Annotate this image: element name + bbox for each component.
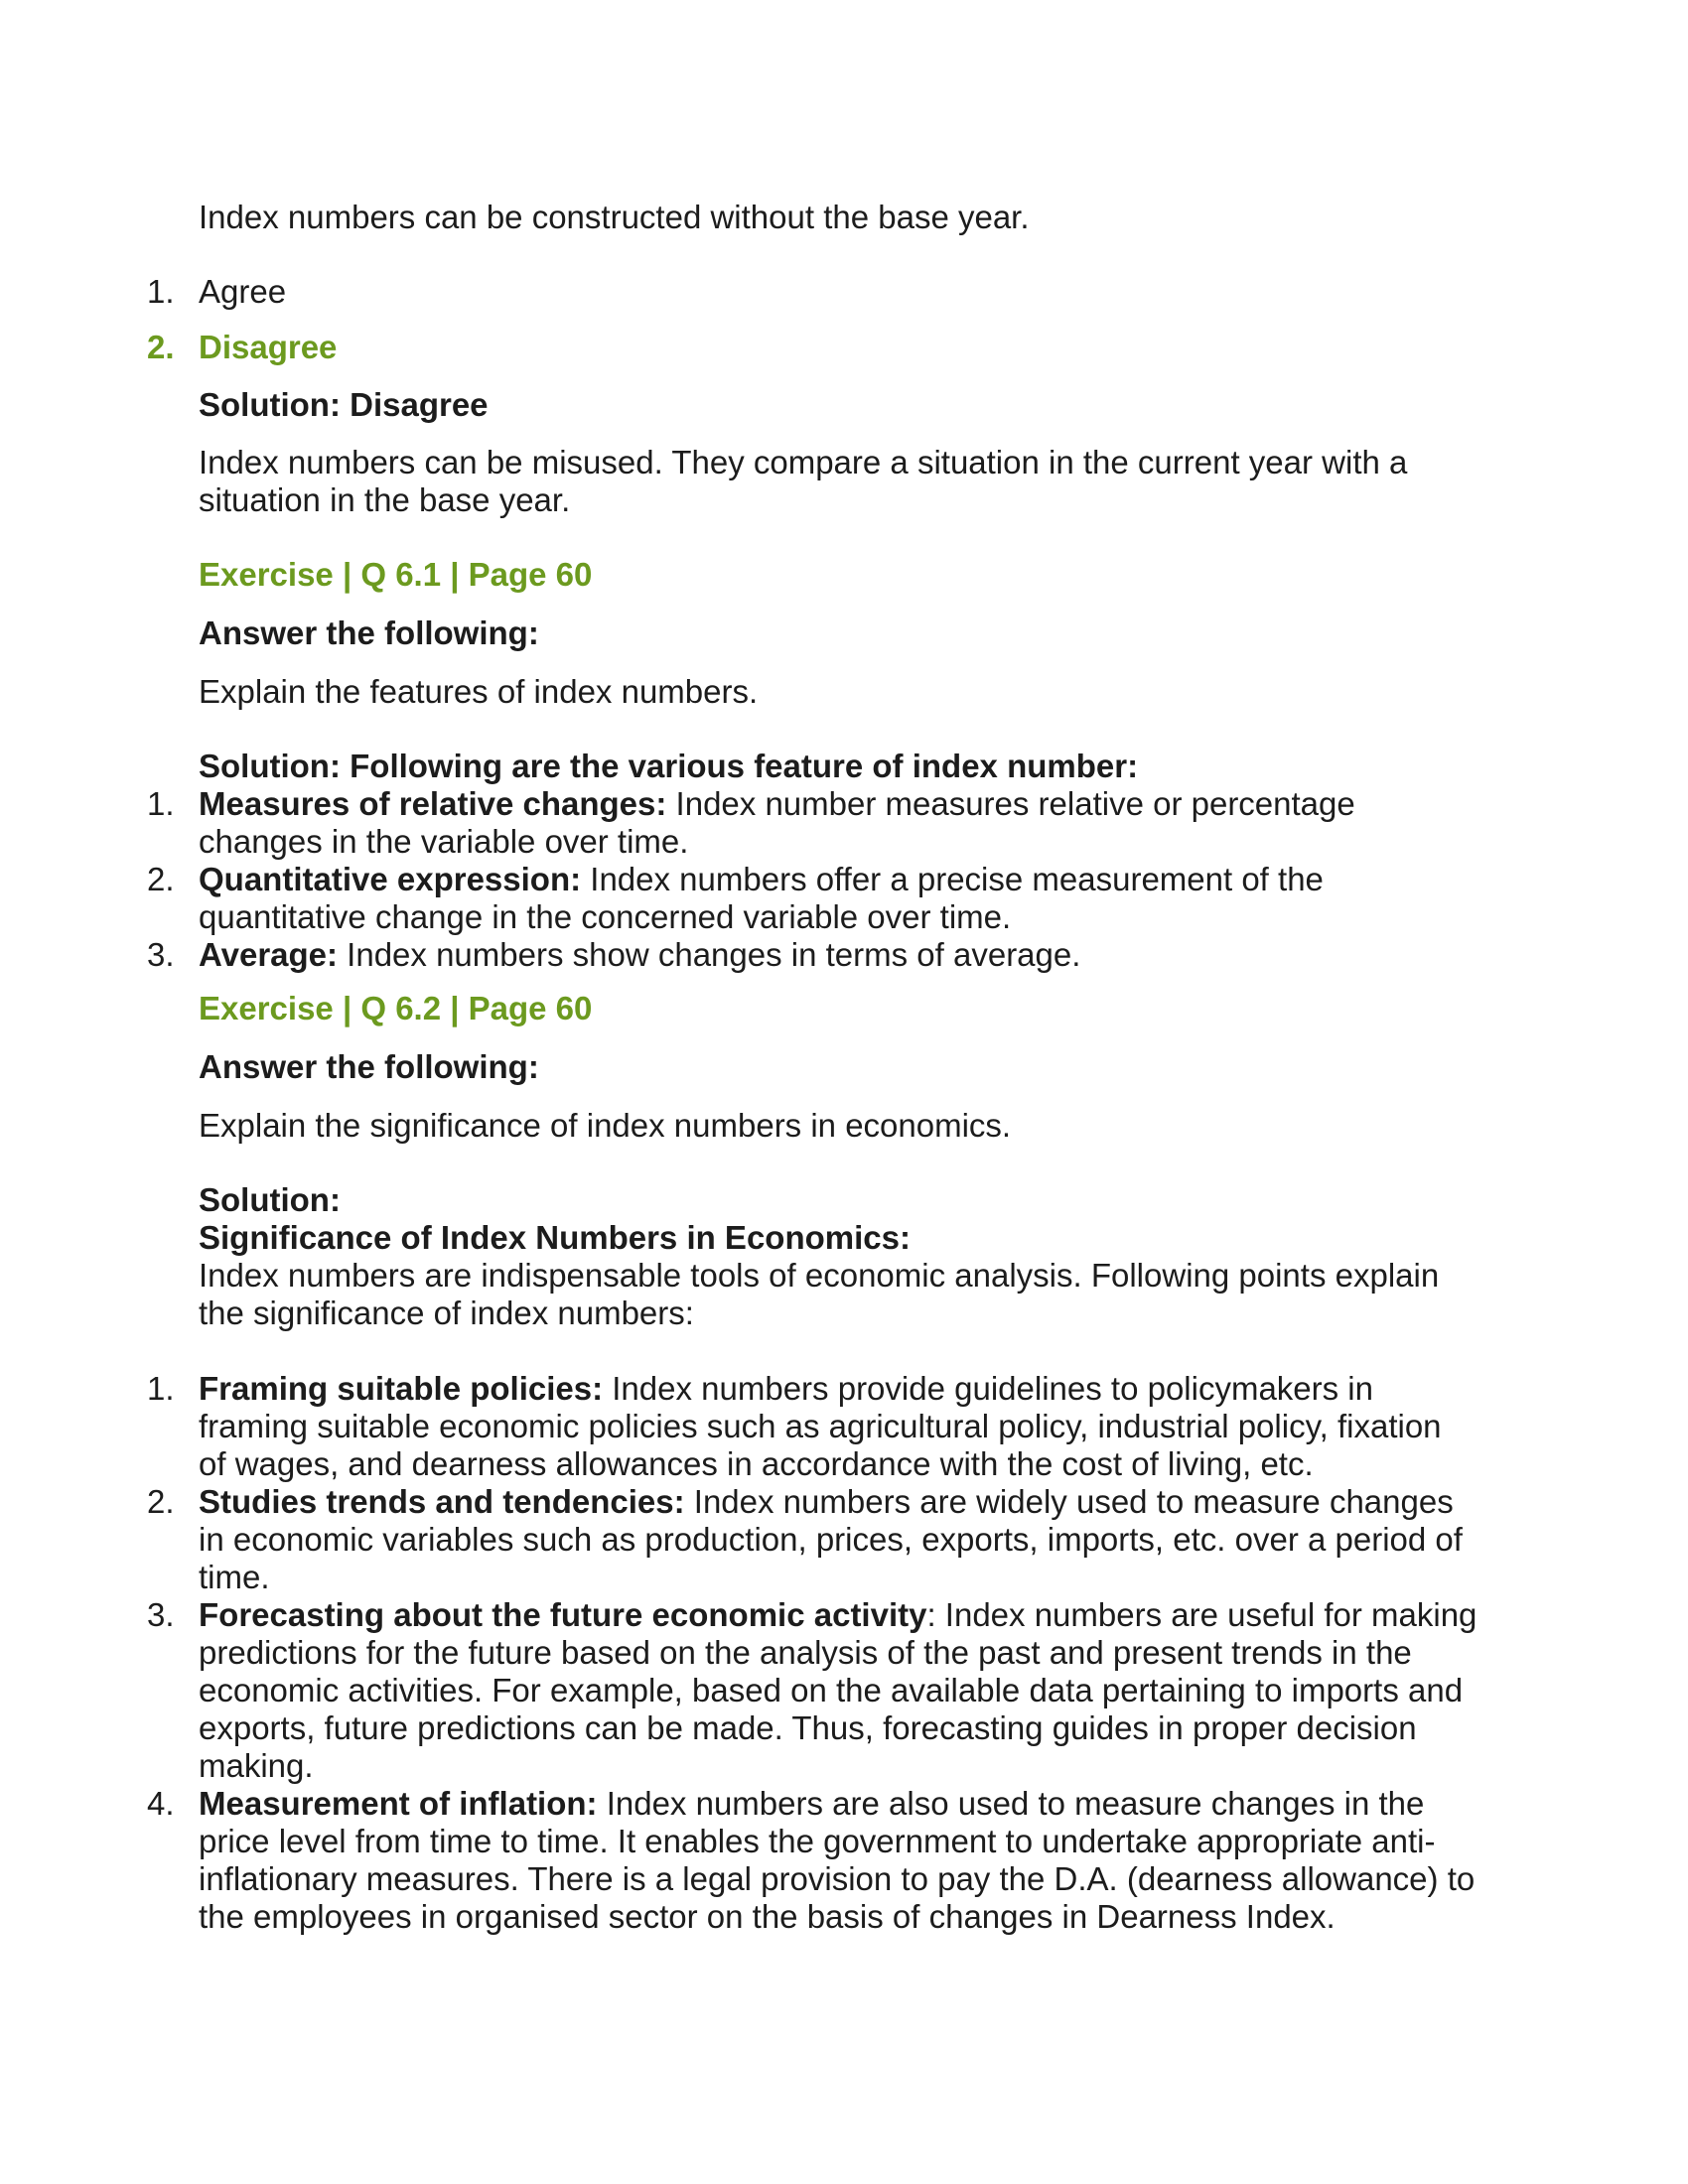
item-body bbox=[199, 936, 1517, 974]
item-body bbox=[199, 785, 1378, 861]
item-text: Index numbers are also used to measure changes in the price level from time to time. It enables the government to undertake appropriate anti-inflationary measures. There is a legal provision to pay the D.A. (dearness allowance) to the employees in organised sector on the basis of changes in Dearness Index. bbox=[199, 1785, 1476, 1935]
option-agree bbox=[147, 273, 1517, 311]
item-term: Framing suitable policies: bbox=[199, 1370, 604, 1407]
item-body bbox=[199, 1370, 1468, 1483]
option-label: Disagree bbox=[199, 329, 338, 365]
item-number: 3. bbox=[147, 936, 175, 973]
item-text: Index numbers offer a precise measurement of the quantitative change in the concerned variable over time. bbox=[199, 861, 1324, 935]
list-item bbox=[147, 1370, 1468, 1483]
item-text: Index number measures relative or percentage changes in the variable over time. bbox=[199, 785, 1355, 860]
option-number: 2. bbox=[147, 329, 175, 365]
list-item bbox=[147, 1785, 1477, 1936]
item-text: : Index numbers are useful for making predictions for the future based on the analysis of the past and present trends in the economic activities. For example, based on the available data pertaining to imports and exports, future predictions can be made. Thus, forecasting guides in proper decision making. bbox=[199, 1596, 1477, 1784]
list-item bbox=[147, 861, 1378, 936]
list-item bbox=[147, 1596, 1477, 1785]
question-text: Explain the significance of index numbers in economics. bbox=[199, 1107, 1012, 1144]
list-item bbox=[147, 936, 1517, 974]
instruction-text: Answer the following: bbox=[199, 614, 539, 651]
exercise-reference: Exercise | Q 6.1 | Page 60 bbox=[199, 556, 593, 593]
item-term: Forecasting about the future economic activity bbox=[199, 1596, 927, 1633]
item-term: Average: bbox=[199, 936, 339, 973]
item-term: Measures of relative changes: bbox=[199, 785, 667, 822]
item-body bbox=[199, 1596, 1477, 1785]
item-body bbox=[199, 1785, 1477, 1936]
option-label: Agree bbox=[199, 273, 287, 310]
item-number: 2. bbox=[147, 1483, 175, 1520]
list-item bbox=[147, 1483, 1468, 1596]
item-number: 3. bbox=[147, 1596, 175, 1633]
solution-text: Index numbers can be misused. They compare a situation in the current year with a situation in the base year. bbox=[199, 444, 1408, 518]
question-text: Explain the features of index numbers. bbox=[199, 673, 759, 710]
sub-heading: Significance of Index Numbers in Economics: bbox=[199, 1219, 911, 1256]
instruction-text: Answer the following: bbox=[199, 1048, 539, 1085]
option-disagree bbox=[147, 329, 1517, 366]
option-number: 1. bbox=[147, 273, 175, 310]
item-number: 4. bbox=[147, 1785, 175, 1822]
item-text: Index numbers provide guidelines to policymakers in framing suitable economic policies such as agricultural policy, industrial policy, fixation of wages, and dearness allowances in accordance with the cost of living, etc. bbox=[199, 1370, 1442, 1482]
solution-heading: Solution: bbox=[199, 1181, 341, 1218]
question-text: Index numbers can be constructed without the base year. bbox=[199, 199, 1030, 235]
item-number: 2. bbox=[147, 861, 175, 897]
item-body bbox=[199, 861, 1378, 936]
solution-heading: Solution: Following are the various feature of index number: bbox=[199, 748, 1139, 784]
solution-heading: Solution: Disagree bbox=[199, 386, 489, 423]
exercise-reference: Exercise | Q 6.2 | Page 60 bbox=[199, 990, 593, 1026]
item-term: Studies trends and tendencies: bbox=[199, 1483, 685, 1520]
item-body bbox=[199, 1483, 1468, 1596]
item-text: Index numbers show changes in terms of average. bbox=[338, 936, 1081, 973]
item-number: 1. bbox=[147, 1370, 175, 1407]
item-term: Quantitative expression: bbox=[199, 861, 582, 897]
item-term: Measurement of inflation: bbox=[199, 1785, 598, 1822]
list-item bbox=[147, 785, 1378, 861]
item-text: Index numbers are widely used to measure changes in economic variables such as production, prices, exports, imports, etc. over a period of time. bbox=[199, 1483, 1463, 1595]
intro-text: Index numbers are indispensable tools of economic analysis. Following points explain the significance of index numbers: bbox=[199, 1257, 1440, 1331]
item-number: 1. bbox=[147, 785, 175, 822]
